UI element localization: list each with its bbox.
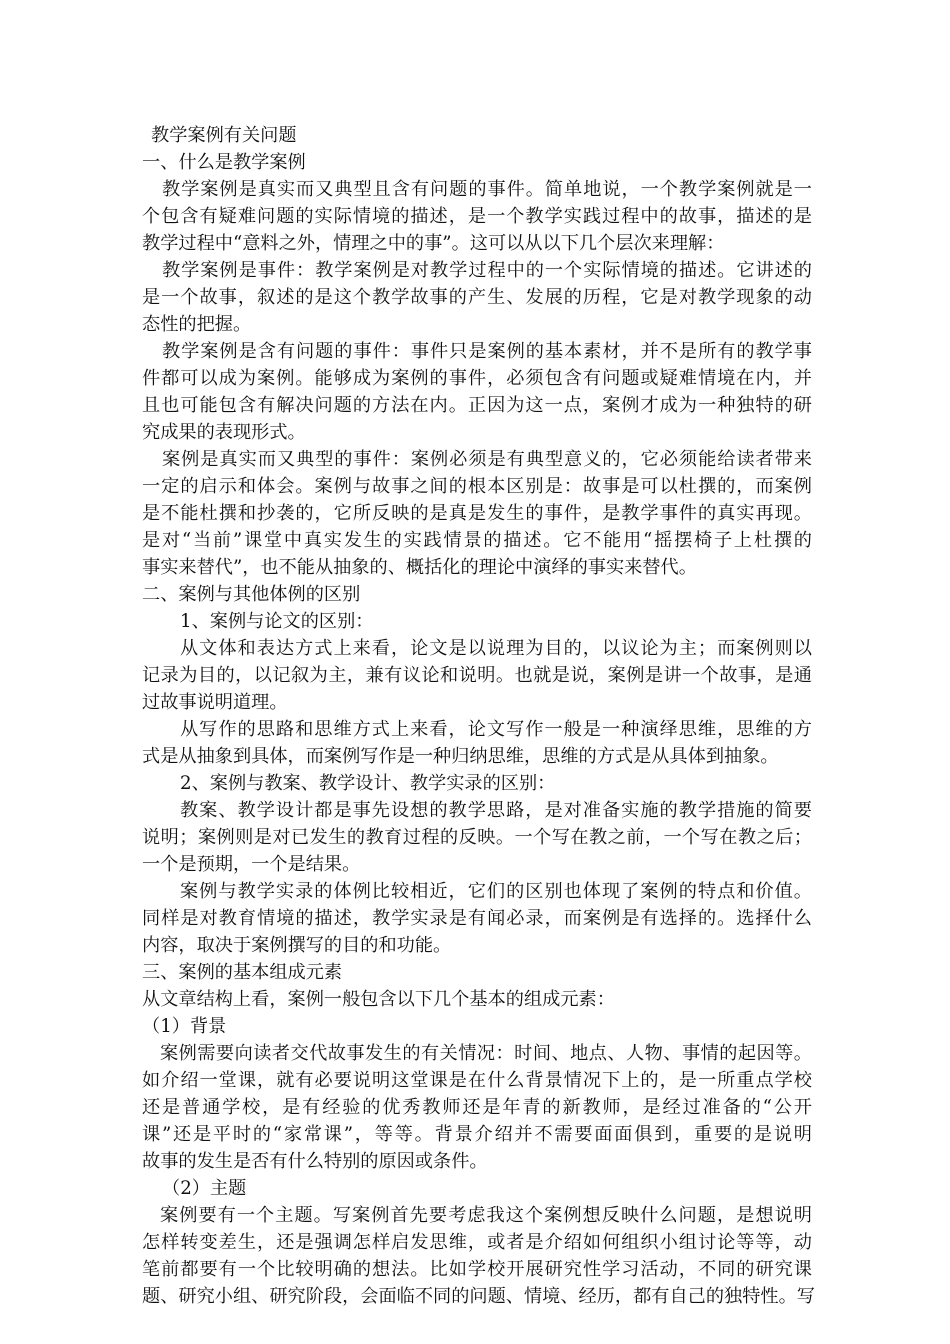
text-line: 教学案例是真实而又典型且含有问题的事件。简单地说，一个教学案例就是一 — [162, 179, 812, 200]
text-line: 且也可能包含有解决问题的方法在内。正因为这一点，案例才成为一种独特的研 — [142, 395, 812, 416]
text-line: 同样是对教育情境的描述，教学实录是有闻必录，而案例是有选择的。选择什么 — [142, 908, 812, 929]
text-line: 笔前都要有一个比较明确的想法。比如学校开展研究性学习活动，不同的研究课 — [142, 1259, 812, 1280]
text-line: 一个是预期，一个是结果。 — [142, 854, 361, 875]
text-line: 从写作的思路和思维方式上来看，论文写作一般是一种演绎思维，思维的方 — [180, 719, 812, 740]
text-line: 究成果的表现形式。 — [142, 422, 306, 443]
text-line: 课”还是平时的“家常课”，等等。背景介绍并不需要面面俱到，重要的是说明 — [142, 1124, 812, 1145]
text-line: 二、案例与其他体例的区别 — [142, 584, 361, 605]
text-line: 三、案例的基本组成元素 — [142, 962, 343, 983]
document-body — [142, 122, 815, 1310]
text-line: 记录为目的，以记叙为主，兼有议论和说明。也就是说，案例是讲一个故事，是通 — [142, 665, 812, 686]
text-line: （1）背景 — [142, 1016, 227, 1037]
text-line: 内容，取决于案例撰写的目的和功能。 — [142, 935, 452, 956]
text-line: 是对“当前”课堂中真实发生的实践情景的描述。它不能用“摇摆椅子上杜撰的 — [142, 530, 812, 551]
text-line: 怎样转变差生，还是强调怎样启发思维，或者是介绍如何组织小组讨论等等，动 — [142, 1232, 812, 1253]
text-line: 故事的发生是否有什么特别的原因或条件。 — [142, 1151, 488, 1172]
text-line: 是不能杜撰和抄袭的，它所反映的是真是发生的事件，是教学事件的真实再现。 — [142, 503, 812, 524]
text-line: 从文章结构上看，案例一般包含以下几个基本的组成元素： — [142, 989, 615, 1010]
text-line: 2、案例与教案、教学设计、教学实录的区别： — [180, 773, 556, 794]
text-line: 教学案例是事件：教学案例是对教学过程中的一个实际情境的描述。它讲述的 — [162, 260, 812, 281]
text-line: 教学案例是含有问题的事件：事件只是案例的基本素材，并不是所有的教学事 — [162, 341, 812, 362]
text-line: 题、研究小组、研究阶段，会面临不同的问题、情境、经历，都有自己的独特性。写 — [142, 1286, 815, 1307]
text-line: （2）主题 — [162, 1178, 247, 1199]
text-line: 案例要有一个主题。写案例首先要考虑我这个案例想反映什么问题，是想说明 — [160, 1205, 812, 1226]
text-line: 教学过程中“意料之外，情理之中的事”。这可以从以下几个层次来理解： — [142, 233, 725, 254]
text-line: 案例是真实而又典型的事件：案例必须是有典型意义的，它必须能给读者带来 — [162, 449, 812, 470]
text-line: 式是从抽象到具体，而案例写作是一种归纳思维，思维的方式是从具体到抽象。 — [142, 746, 779, 767]
text-line: 一、什么是教学案例 — [142, 152, 306, 173]
text-line: 件都可以成为案例。能够成为案例的事件，必须包含有问题或疑难情境在内，并 — [142, 368, 812, 389]
text-line: 教学案例有关问题 — [151, 125, 297, 146]
text-line: 是一个故事，叙述的是这个教学故事的产生、发展的历程，它是对教学现象的动 — [142, 287, 812, 308]
text-line: 态性的把握。 — [142, 314, 252, 335]
text-line: 过故事说明道理。 — [142, 692, 288, 713]
text-line: 还是普通学校，是有经验的优秀教师还是年青的新教师，是经过准备的“公开 — [142, 1097, 812, 1118]
text-line: 案例需要向读者交代故事发生的有关情况：时间、地点、人物、事情的起因等。 — [160, 1043, 812, 1064]
text-line: 案例与教学实录的体例比较相近，它们的区别也体现了案例的特点和价值。 — [180, 881, 812, 902]
text-line: 教案、教学设计都是事先设想的教学思路，是对准备实施的教学措施的简要 — [180, 800, 812, 821]
text-line: 说明；案例则是对已发生的教育过程的反映。一个写在教之前，一个写在教之后； — [142, 827, 812, 848]
text-line: 事实来替代”，也不能从抽象的、概括化的理论中演绎的事实来替代。 — [142, 557, 697, 578]
text-line: 如介绍一堂课，就有必要说明这堂课是在什么背景情况下上的，是一所重点学校 — [142, 1070, 812, 1091]
text-line: 从文体和表达方式上来看，论文是以说理为目的，以议论为主；而案例则以 — [180, 638, 812, 659]
text-line: 1、案例与论文的区别： — [180, 611, 374, 632]
text-line: 个包含有疑难问题的实际情境的描述，是一个教学实践过程中的故事，描述的是 — [142, 206, 812, 227]
text-line: 一定的启示和体会。案例与故事之间的根本区别是：故事是可以杜撰的，而案例 — [142, 476, 812, 497]
